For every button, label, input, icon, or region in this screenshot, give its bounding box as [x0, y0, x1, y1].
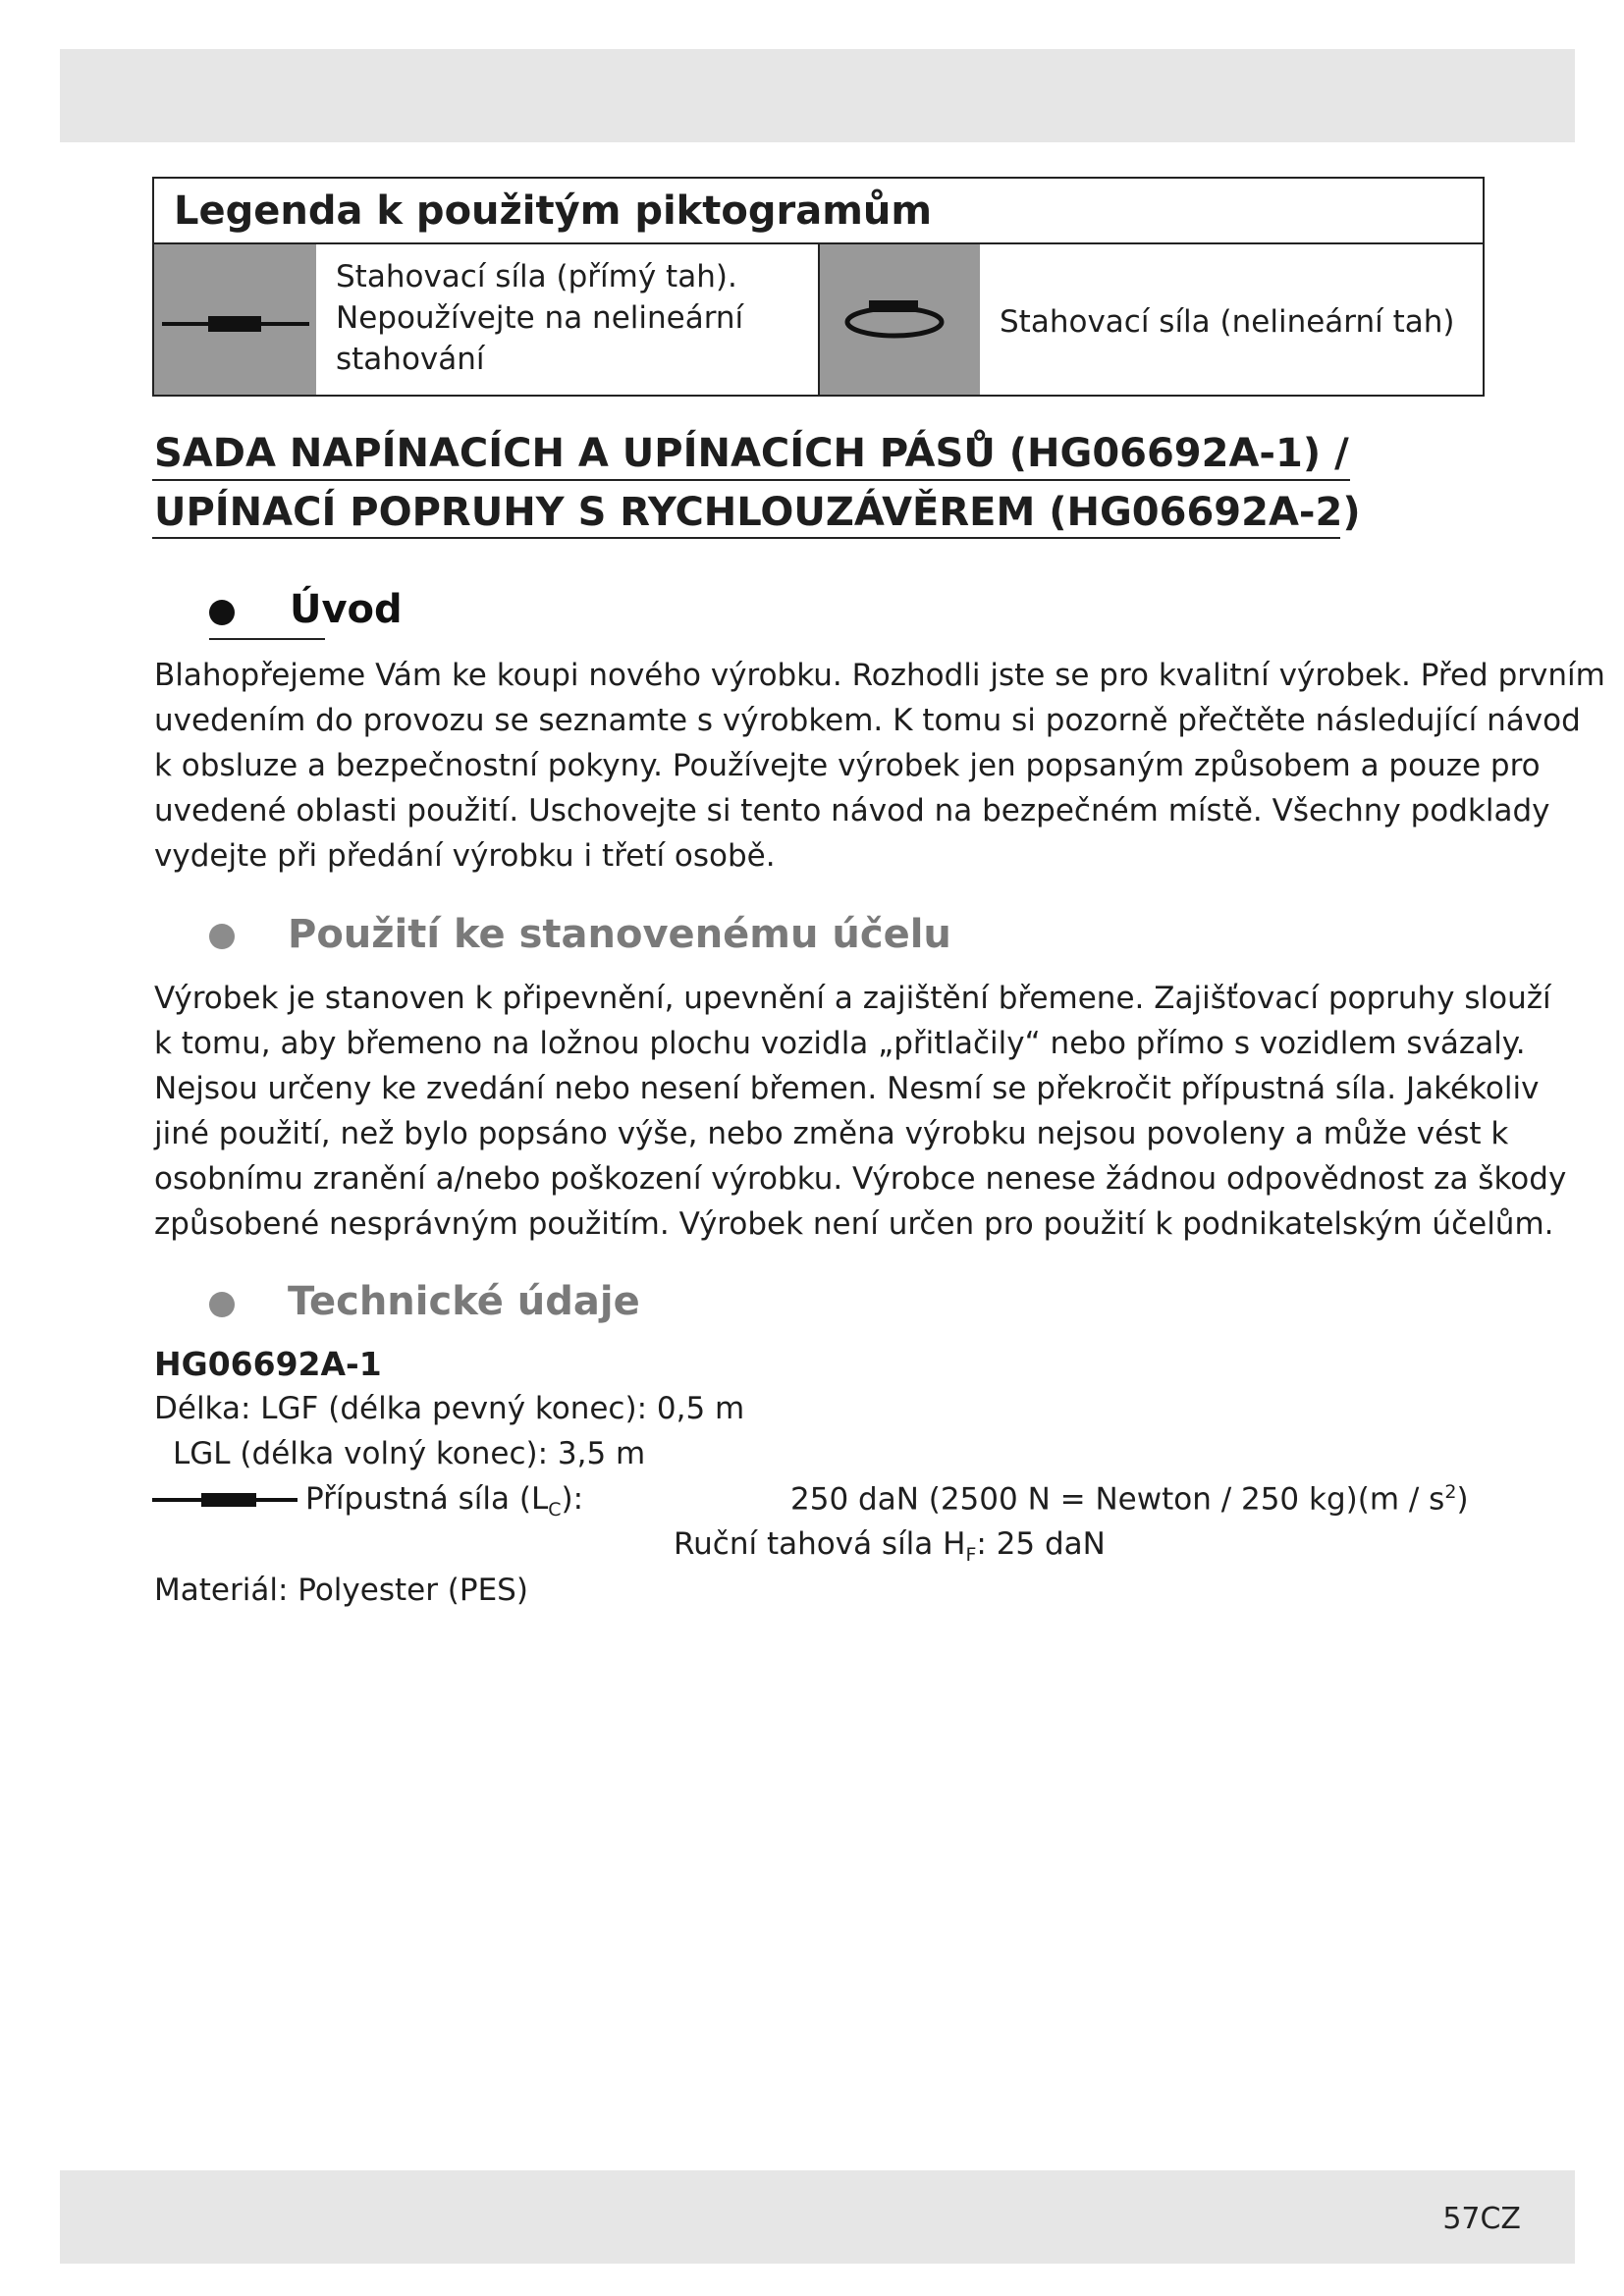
intro-line: k obsluze a bezpečnostní pokyny. Používejte výrobek jen popsaným způsobem a pouze pro — [154, 748, 1541, 783]
hand-force — [674, 1526, 1106, 1566]
straight-strap-icon — [154, 244, 316, 395]
usage-line: Výrobek je stanoven k připevnění, upevnění a zajištění břemene. Zajišťovací popruhy slouží — [154, 981, 1551, 1016]
pictogram-legend — [152, 177, 1485, 397]
force-label — [305, 1481, 583, 1521]
material: Materiál: Polyester (PES) — [154, 1573, 528, 1608]
heading-underline-2 — [152, 537, 1340, 539]
main-heading-line2: UPÍNACÍ POPRUHY S RYCHLOUZÁVĚREM (HG06692A-2) — [154, 490, 1361, 535]
hand-force-post: : 25 daN — [976, 1526, 1106, 1562]
bullet-icon — [209, 924, 235, 949]
force-value-sup: 2 — [1444, 1481, 1457, 1503]
legend-title: Legenda k použitým piktogramům — [154, 179, 1483, 244]
page-number: 57CZ — [1442, 2202, 1521, 2236]
intro-line: vydejte při předání výrobku i třetí osobě. — [154, 838, 776, 874]
bullet-icon — [209, 1292, 235, 1317]
straight-strap-icon — [152, 1492, 298, 1508]
usage-line: jiné použití, než bylo popsáno výše, nebo změna výrobku nejsou povoleny a může vést k — [154, 1116, 1509, 1151]
usage-line: Nejsou určeny ke zvedání nebo nesení břemen. Nesmí se překročit přípustná síla. Jakékoliv — [154, 1071, 1540, 1106]
length-label: Délka: — [154, 1391, 251, 1426]
length-lgf: LGF (délka pevný konec): 0,5 m — [260, 1391, 745, 1426]
heading-underline-1 — [152, 479, 1350, 481]
intro-underline — [209, 638, 325, 640]
legend-item-straight-line3: stahování — [336, 342, 485, 377]
force-label-pre: Přípustná síla (L — [305, 1481, 549, 1517]
legend-item-loop-text: Stahovací síla (nelineární tah) — [1000, 304, 1455, 340]
usage-line: osobnímu zranění a/nebo poškození výrobku. Výrobce nenese žádnou odpovědnost za škody — [154, 1161, 1567, 1197]
force-value-text: 250 daN (2500 N = Newton / 250 kg)(m / s — [790, 1481, 1445, 1518]
legend-item-straight-text — [336, 244, 787, 395]
intro-line: uvedené oblasti použití. Uschovejte si tento návod na bezpečném místě. Všechny podklady — [154, 793, 1550, 828]
top-band — [60, 49, 1575, 142]
usage-line: k tomu, aby břemeno na ložnou plochu vozidla „přitlačily“ nebo přímo s vozidlem svázaly. — [154, 1026, 1526, 1061]
bullet-icon — [209, 600, 235, 625]
length-lgl: LGL (délka volný konec): 3,5 m — [173, 1436, 646, 1471]
legend-item-straight-line1: Stahovací síla (přímý tah). — [336, 259, 737, 294]
tech-title: Technické údaje — [288, 1279, 640, 1324]
usage-paragraph — [154, 976, 1567, 1247]
main-heading — [154, 424, 1361, 542]
force-value-end: ) — [1456, 1481, 1469, 1518]
hand-force-pre: Ruční tahová síla H — [674, 1526, 966, 1562]
intro-paragraph — [154, 653, 1605, 879]
footer-band — [60, 2170, 1575, 2264]
force-label-sub: C — [548, 1499, 562, 1522]
legend-item-straight-line2: Nepoužívejte na nelineární — [336, 300, 744, 336]
usage-line: způsobené nesprávným použitím. Výrobek není určen pro použití k podnikatelským účelům. — [154, 1206, 1554, 1242]
intro-line: Blahopřejeme Vám ke koupi nového výrobku. Rozhodli jste se pro kvalitní výrobek. Před prvním — [154, 658, 1605, 693]
loop-strap-icon — [820, 244, 980, 395]
tech-length-row — [154, 1391, 744, 1426]
intro-title: Úvod — [290, 587, 403, 632]
force-label-post: ): — [561, 1481, 584, 1517]
main-heading-line1: SADA NAPÍNACÍCH A UPÍNACÍCH PÁSŮ (HG06692A-1) / — [154, 431, 1349, 476]
intro-line: uvedením do provozu se seznamte s výrobkem. K tomu si pozorně přečtěte následující návod — [154, 703, 1581, 738]
legend-row — [154, 244, 1483, 395]
force-value — [790, 1481, 1469, 1517]
hand-force-sub: F — [965, 1544, 977, 1567]
usage-title: Použití ke stanovenému účelu — [288, 912, 951, 957]
tech-model: HG06692A-1 — [154, 1345, 382, 1383]
